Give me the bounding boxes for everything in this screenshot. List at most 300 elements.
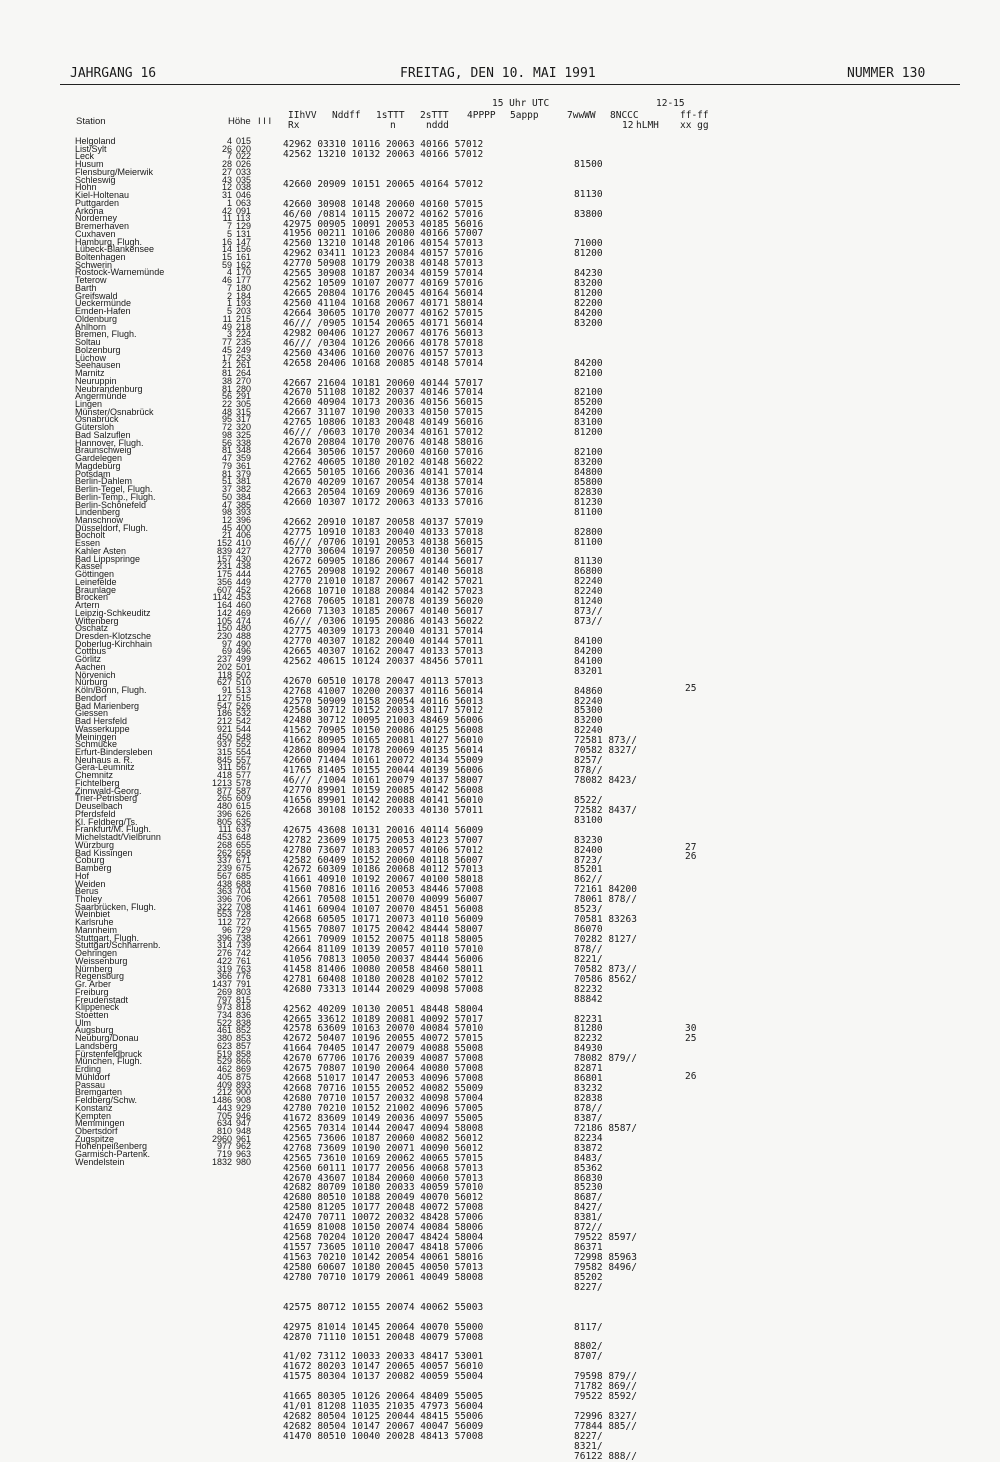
page-header (60, 60, 960, 85)
station-name: Ahlhorn (75, 321, 107, 332)
station-id: 948 (236, 1126, 252, 1136)
station-name: Stuttgart, Flugh. (75, 932, 140, 943)
station-name: Kl. Feldberg/Ts. (75, 816, 138, 827)
observation-row: 42570 50909 10158 20054 40116 56013 (283, 695, 484, 707)
station-height: 142 (216, 607, 232, 618)
station-id: 315 (236, 406, 252, 417)
cloud-weather-row: 8723/ (574, 854, 603, 866)
station-id: 858 (236, 1048, 252, 1059)
station-name: Helgoland (75, 136, 116, 146)
station-id: 708 (236, 901, 252, 912)
station-height: 380 (216, 1033, 232, 1044)
station-id: 291 (236, 391, 252, 402)
station-height: 59 (221, 259, 232, 270)
station-height: 79 (221, 460, 232, 471)
station-height: 45 (221, 344, 232, 355)
station-height: 529 (216, 1056, 232, 1067)
observation-row: 41560 70816 10116 20053 48446 57008 (283, 884, 484, 896)
station-name: Leck (75, 151, 95, 162)
observation-row: 42470 70711 10072 20032 48428 57006 (283, 1212, 484, 1224)
station-name: Görlitz (75, 654, 102, 665)
observation-row (283, 1283, 483, 1293)
col-4pppp: 4PPPP (467, 110, 496, 121)
cloud-weather-row: 8523/ (574, 904, 603, 916)
station-name: Bad Kissingen (75, 847, 133, 858)
cloud-weather-row: 72582 8437/ (574, 804, 637, 816)
cloud-weather-row: 83100 (574, 814, 603, 826)
station-name: Kahler Asten (75, 545, 127, 556)
station-name: Hamburg, Flugh. (75, 236, 143, 247)
station-id: 526 (236, 700, 252, 711)
station-name: Brocken (75, 592, 109, 603)
observation-row: 42661 70508 10151 20070 40099 56007 (283, 894, 484, 906)
station-id: 129 (236, 221, 252, 232)
station-name: Seehausen (75, 360, 121, 371)
station-id: 648 (236, 832, 252, 843)
cloud-weather-row: 78061 878// (574, 894, 637, 906)
station-id: 852 (236, 1025, 252, 1036)
station-id: 510 (236, 677, 252, 688)
station-name: Cottbus (75, 646, 107, 657)
station-height: 2 (226, 290, 232, 301)
col-7wwww: 7wwWW (567, 110, 596, 121)
station-id: 557 (236, 754, 252, 765)
station-height: 1437 (211, 979, 232, 990)
station-height: 22 (221, 398, 232, 409)
station-id: 305 (236, 398, 252, 409)
station-height: 56 (221, 437, 232, 448)
station-id: 449 (236, 576, 252, 587)
station-id: 410 (236, 538, 252, 549)
station-id: 908 (236, 1095, 252, 1106)
station-id: 853 (236, 1033, 252, 1044)
observation-row: 46/// /0304 10126 20066 40178 57018 (283, 337, 484, 349)
station-height: 845 (216, 754, 232, 765)
station-height: 81 (221, 445, 232, 456)
cloud-weather-row: 84800 (574, 466, 603, 478)
station-name: Boltenhagen (75, 252, 126, 263)
cloud-weather-row: 81200 (574, 288, 603, 300)
station-name: Doberlug-Kirchhain (75, 638, 153, 649)
station-name: Stoetten (75, 1009, 109, 1020)
station-height: 15 (221, 252, 232, 263)
station-height: 553 (216, 909, 232, 920)
station-name: Kempten (75, 1110, 112, 1121)
observation-row: 42962 03310 10116 20063 40166 57012 (283, 139, 484, 150)
station-id-list (236, 138, 266, 1167)
station-height: 164 (216, 600, 232, 611)
station-name: Potsdam (75, 468, 111, 479)
extra-value: 25 (685, 683, 697, 694)
observation-row: 42565 73606 10187 20060 40082 56012 (283, 1132, 484, 1144)
station-id: 113 (236, 213, 251, 224)
station-height: 337 (216, 855, 232, 866)
station-height: 16 (221, 236, 232, 247)
cloud-weather-row: 82800 (574, 526, 603, 538)
observation-row: 42775 10910 10183 20040 40133 57018 (283, 526, 484, 538)
station-id: 857 (236, 1040, 252, 1051)
station-id: 728 (236, 909, 252, 920)
station-height: 418 (216, 770, 232, 781)
station-name: Flensburg/Meierwik (75, 166, 154, 177)
station-id: 900 (236, 1087, 252, 1098)
station-name: Lüchow (75, 352, 107, 363)
station-name: Nörvenich (75, 669, 116, 680)
station-height: 37 (221, 484, 232, 495)
observation-row: 41461 60904 10107 20070 48451 56008 (283, 904, 484, 916)
station-id: 706 (236, 893, 252, 904)
station-id: 180 (236, 282, 252, 293)
col-hoehe: Höhe (228, 116, 251, 127)
observation-row (283, 160, 483, 170)
observation-row: 42675 70807 10190 20064 40080 57008 (283, 1063, 484, 1075)
station-name: Angermünde (75, 391, 127, 402)
station-height: 81 (221, 368, 232, 379)
col-2sttt: 2sTTT (420, 110, 449, 121)
date-label: FREITAG, DEN 10. MAI 1991 (400, 66, 596, 81)
right-columns (574, 140, 637, 1462)
station-name: Aachen (75, 661, 106, 672)
station-id: 946 (236, 1110, 252, 1121)
station-name: Bad Lippspringe (75, 553, 141, 564)
station-height: 77 (221, 337, 232, 348)
station-name: Giessen (75, 708, 109, 719)
station-id: 460 (236, 600, 252, 611)
station-id: 015 (236, 136, 252, 146)
station-id: 325 (236, 429, 252, 440)
station-id: 161 (236, 252, 252, 263)
station-name: Bad Salzuflen (75, 429, 131, 440)
station-height: 31 (221, 190, 232, 201)
station-name: Puttgarden (75, 197, 120, 208)
station-height: 105 (216, 615, 232, 626)
station-height: 1 (226, 197, 232, 208)
station-height: 461 (216, 1025, 232, 1036)
observation-row: 42660 71303 10185 20067 40140 56017 (283, 606, 484, 618)
observation-row: 46/// /0706 10191 20053 40138 56015 (283, 536, 484, 548)
station-name: Stuttgart/Schnarrenb. (75, 940, 161, 951)
observation-row: 42682 80504 10125 20044 48415 55006 (283, 1411, 484, 1422)
cloud-weather-row: 79582 8496/ (574, 1261, 637, 1273)
station-height: 719 (216, 1149, 232, 1160)
station-height: 839 (216, 545, 232, 556)
cloud-weather-row: 8221/ (574, 953, 603, 965)
observation-row: 42781 60408 10180 20028 40102 57012 (283, 973, 484, 985)
observation-row: 46/// /1004 10161 20079 40137 58007 (283, 775, 484, 786)
extra-value: 26 (685, 851, 697, 862)
station-id: 729 (236, 924, 252, 935)
observation-row: 42768 73609 10190 20071 40090 56012 (283, 1142, 484, 1154)
station-id: 348 (236, 445, 252, 456)
station-id: 384 (236, 491, 252, 502)
station-height: 268 (216, 839, 232, 850)
station-name: Leinefelde (75, 576, 117, 587)
station-height: 97 (221, 638, 232, 649)
station-name: Lingen (75, 398, 103, 409)
station-name: Karlsruhe (75, 917, 114, 928)
station-id: 156 (236, 244, 252, 255)
station-height: 96 (221, 924, 232, 935)
cloud-weather-row: 878// (574, 943, 603, 955)
issue-number: NUMMER 130 (847, 66, 926, 81)
station-name: Magdeburg (75, 460, 121, 471)
station-id: 177 (236, 275, 252, 286)
station-height: 81 (221, 383, 232, 394)
observation-row: 42768 70605 10181 20078 40139 56020 (283, 596, 484, 608)
station-name: Braunlage (75, 584, 117, 595)
station-id: 742 (236, 948, 252, 959)
station-id: 022 (236, 151, 252, 162)
observation-row: 46/// /0306 10195 20086 40143 56022 (283, 616, 484, 627)
station-height: 977 (216, 1141, 232, 1152)
cloud-weather-row: 83200 (574, 317, 603, 329)
cloud-weather-row: 85300 (574, 705, 603, 717)
cloud-weather-row: 72161 84200 (574, 884, 637, 896)
cloud-weather-row: 85230 (574, 1182, 603, 1194)
station-height: 69 (221, 646, 232, 657)
station-height: 450 (216, 731, 232, 742)
station-name: Schwerin (75, 259, 113, 270)
observation-block (283, 140, 483, 1442)
cloud-weather-row: 83232 (574, 1083, 603, 1095)
cloud-weather-row: 81240 (574, 596, 603, 608)
station-id: 317 (236, 414, 252, 425)
observation-row: 42560 41104 10168 20067 40171 58014 (283, 298, 484, 309)
station-height: 12 (221, 182, 232, 193)
station-id: 513 (236, 685, 252, 696)
station-height: 319 (216, 963, 232, 974)
station-id: 671 (236, 855, 252, 866)
station-name: Passau (75, 1079, 106, 1090)
station-height: 7 (226, 151, 232, 162)
observation-row: 42660 40904 10173 20036 40156 56015 (283, 397, 484, 409)
cloud-weather-row: 81100 (574, 506, 603, 518)
station-name: Lübeck-Blankensee (75, 244, 155, 255)
cloud-weather-row: 85201 (574, 864, 603, 876)
station-height: 11 (222, 313, 232, 324)
station-name: Neuburg/Donau (75, 1033, 139, 1044)
cloud-weather-row (574, 170, 637, 180)
station-height: 7 (226, 221, 232, 232)
station-name: Gütersloh (75, 422, 115, 433)
station-name: Pferdsfeld (75, 808, 116, 819)
col-1sttt: 1sTTT (376, 110, 405, 121)
station-id: 215 (236, 313, 252, 324)
report-sheet (60, 60, 960, 1415)
station-id: 655 (236, 839, 252, 850)
col-n: n (390, 120, 396, 131)
station-id: 026 (236, 159, 252, 170)
cloud-weather-row: 76122 888// (574, 1450, 637, 1462)
observation-row: 42660 20909 10151 20065 40164 57012 (283, 178, 484, 190)
station-id: 253 (236, 352, 252, 363)
observation-row: 42660 10307 10172 20063 40133 57016 (283, 496, 484, 508)
observation-row: 42582 60409 10152 20060 40118 56007 (283, 854, 484, 866)
station-name: Berus (75, 886, 99, 897)
cloud-weather-row: 8117/ (574, 1321, 603, 1333)
station-height: 443 (216, 1102, 232, 1113)
cloud-weather-row: 8227/ (574, 1430, 603, 1442)
cloud-weather-row: 79598 879// (574, 1371, 637, 1383)
station-height: 231 (216, 561, 232, 572)
col-iii: I I I (258, 116, 272, 127)
station-name: Essen (75, 538, 101, 549)
station-name: Schleswig (75, 174, 116, 185)
observation-row: 42670 40209 10167 20054 40138 57014 (283, 476, 484, 488)
cloud-weather-row: 8387/ (574, 1112, 603, 1124)
cloud-weather-row: 8381/ (574, 1212, 603, 1224)
station-name: Osnabrück (75, 414, 119, 425)
observation-row: 46/60 /0814 10115 20072 40162 57016 (283, 208, 484, 220)
col-xxgg: xx gg (680, 120, 709, 131)
station-name: Ueckermünde (75, 298, 132, 309)
station-height: 1142 (212, 592, 232, 603)
station-id: 542 (236, 716, 252, 727)
cloud-weather-row: 70582 873// (574, 963, 637, 975)
cloud-weather-row: 878// (574, 765, 603, 777)
station-name: Coburg (75, 855, 105, 866)
station-id: 235 (236, 337, 252, 348)
observation-row: 41656 89901 10142 20088 40141 56010 (283, 794, 484, 806)
station-height: 14 (221, 244, 232, 255)
station-name: Fichtelberg (75, 777, 120, 788)
station-name: Arkona (75, 205, 104, 216)
station-id: 875 (236, 1071, 252, 1082)
cloud-weather-row: 8321/ (574, 1440, 603, 1452)
station-height: 462 (216, 1064, 232, 1075)
observation-row: 42560 60111 10177 20056 40068 57013 (283, 1162, 484, 1174)
cloud-weather-row (574, 1293, 637, 1303)
station-height: 50 (221, 491, 232, 502)
station-name: List/Sylt (75, 143, 107, 154)
observation-row: 41563 70210 10142 20054 40061 58016 (283, 1252, 484, 1263)
station-id: 609 (236, 793, 252, 804)
hoehe-list (200, 138, 232, 1167)
station-id: 038 (236, 182, 252, 193)
station-height: 47 (221, 453, 232, 464)
cloud-weather-row: 81100 (574, 536, 603, 548)
station-height: 2960 (211, 1133, 232, 1144)
station-name: Freiburg (75, 986, 109, 997)
cloud-weather-row: 873// (574, 606, 603, 618)
station-name: Fürstenfeldbruck (75, 1048, 143, 1059)
observation-row: 41672 80203 10147 20065 40057 56010 (283, 1361, 484, 1373)
station-height: 175 (216, 569, 232, 580)
station-name: Husum (75, 159, 104, 170)
cloud-weather-row: 84200 (574, 357, 603, 369)
cloud-weather-row: 82234 (574, 1132, 603, 1144)
station-height: 1 (226, 298, 232, 309)
station-height: 5 (226, 228, 232, 239)
observation-row: 42672 60905 10186 20067 40144 56017 (283, 556, 484, 568)
cloud-weather-row (574, 329, 637, 339)
station-id: 469 (236, 607, 252, 618)
station-id: 515 (236, 692, 252, 703)
observation-row: 41565 70807 10175 20042 48444 58007 (283, 924, 484, 936)
station-height: 237 (216, 654, 232, 665)
station-height: 21 (221, 530, 232, 541)
observation-row: 42670 20804 10170 20076 40148 58016 (283, 437, 484, 449)
cloud-weather-row: 82830 (574, 486, 603, 498)
observation-row: 41765 81405 10155 20044 40139 56006 (283, 765, 484, 777)
col-8nccc: 8NCCC (610, 110, 639, 121)
station-name: Wasserkuppe (75, 723, 130, 734)
cloud-weather-row (574, 339, 637, 349)
observation-row: 42670 67706 10176 20039 40087 57008 (283, 1053, 484, 1065)
station-id: 961 (236, 1133, 252, 1144)
cloud-weather-row: 83800 (574, 208, 603, 220)
observation-row: 42664 30506 10157 20060 40160 57016 (283, 447, 484, 459)
station-name: Wendelstein (75, 1156, 125, 1167)
station-name: Neuhaus a. R. (75, 754, 133, 765)
station-height: 81 (221, 468, 232, 479)
observation-row: 42670 51108 10182 20037 40146 57014 (283, 387, 484, 399)
station-id: 203 (236, 306, 252, 317)
station-name: Artern (75, 600, 100, 611)
station-name: Augsburg (75, 1025, 114, 1036)
cloud-weather-row: 71782 869// (574, 1381, 637, 1393)
station-height: 4 (226, 136, 232, 146)
station-height: 363 (216, 886, 232, 897)
observation-row: 42682 80504 10147 20067 40047 56009 (283, 1420, 484, 1432)
station-height: 56 (221, 391, 232, 402)
observation-row: 42682 80709 10180 20033 40059 57010 (283, 1182, 484, 1194)
station-height: 453 (216, 832, 232, 843)
observation-row: 42780 70710 10179 20061 40049 58008 (283, 1271, 484, 1283)
observation-row: 42765 20908 10192 20067 40140 56018 (283, 566, 484, 578)
station-name: Bremen, Flugh. (75, 329, 137, 340)
cloud-weather-row: 70586 8562/ (574, 973, 637, 985)
station-name: Weiden (75, 878, 106, 889)
cloud-weather-row: 85200 (574, 397, 603, 409)
station-id: 763 (236, 963, 252, 974)
station-height: 95 (221, 414, 232, 425)
station-height: 810 (216, 1126, 232, 1136)
station-id: 818 (236, 1002, 252, 1013)
cloud-weather-row: 83201 (574, 665, 603, 677)
station-name: Emden-Hafen (75, 306, 131, 317)
station-id: 438 (236, 561, 252, 572)
station-height: 1213 (211, 777, 232, 788)
station-height: 973 (216, 1002, 232, 1013)
station-height: 607 (216, 584, 232, 595)
station-id: 577 (236, 770, 252, 781)
col-12: 12 (622, 120, 634, 131)
observation-row: 42580 60607 10180 20045 40050 57013 (283, 1261, 484, 1273)
station-height: 422 (216, 955, 232, 966)
station-name: Berlin-Tegel, Flugh. (75, 484, 153, 495)
station-height: 356 (216, 576, 232, 587)
station-name: Garmisch-Partenk. (75, 1149, 151, 1160)
station-id: 264 (236, 368, 252, 379)
observation-row: 42662 20910 10187 20058 40137 57019 (283, 516, 484, 528)
cloud-weather-row: 82240 (574, 576, 603, 588)
station-id: 427 (236, 545, 252, 556)
station-id: 815 (236, 994, 252, 1005)
observation-row: 42665 33612 10189 20081 40092 57017 (283, 1013, 484, 1025)
station-name: Erding (75, 1064, 102, 1075)
observation-row: 42962 03411 10123 20084 40157 57016 (283, 248, 484, 260)
cloud-weather-row: 84200 (574, 307, 603, 319)
cloud-weather-row: 70582 8327/ (574, 745, 637, 757)
station-name: Nürnberg (75, 963, 113, 974)
station-id: 453 (236, 592, 252, 603)
station-id: 688 (236, 878, 252, 889)
station-height: 46 (221, 275, 232, 286)
station-id: 658 (236, 847, 252, 858)
observation-row: 42860 80904 10178 20069 40135 56014 (283, 745, 484, 757)
station-name: Hohn (75, 182, 97, 193)
